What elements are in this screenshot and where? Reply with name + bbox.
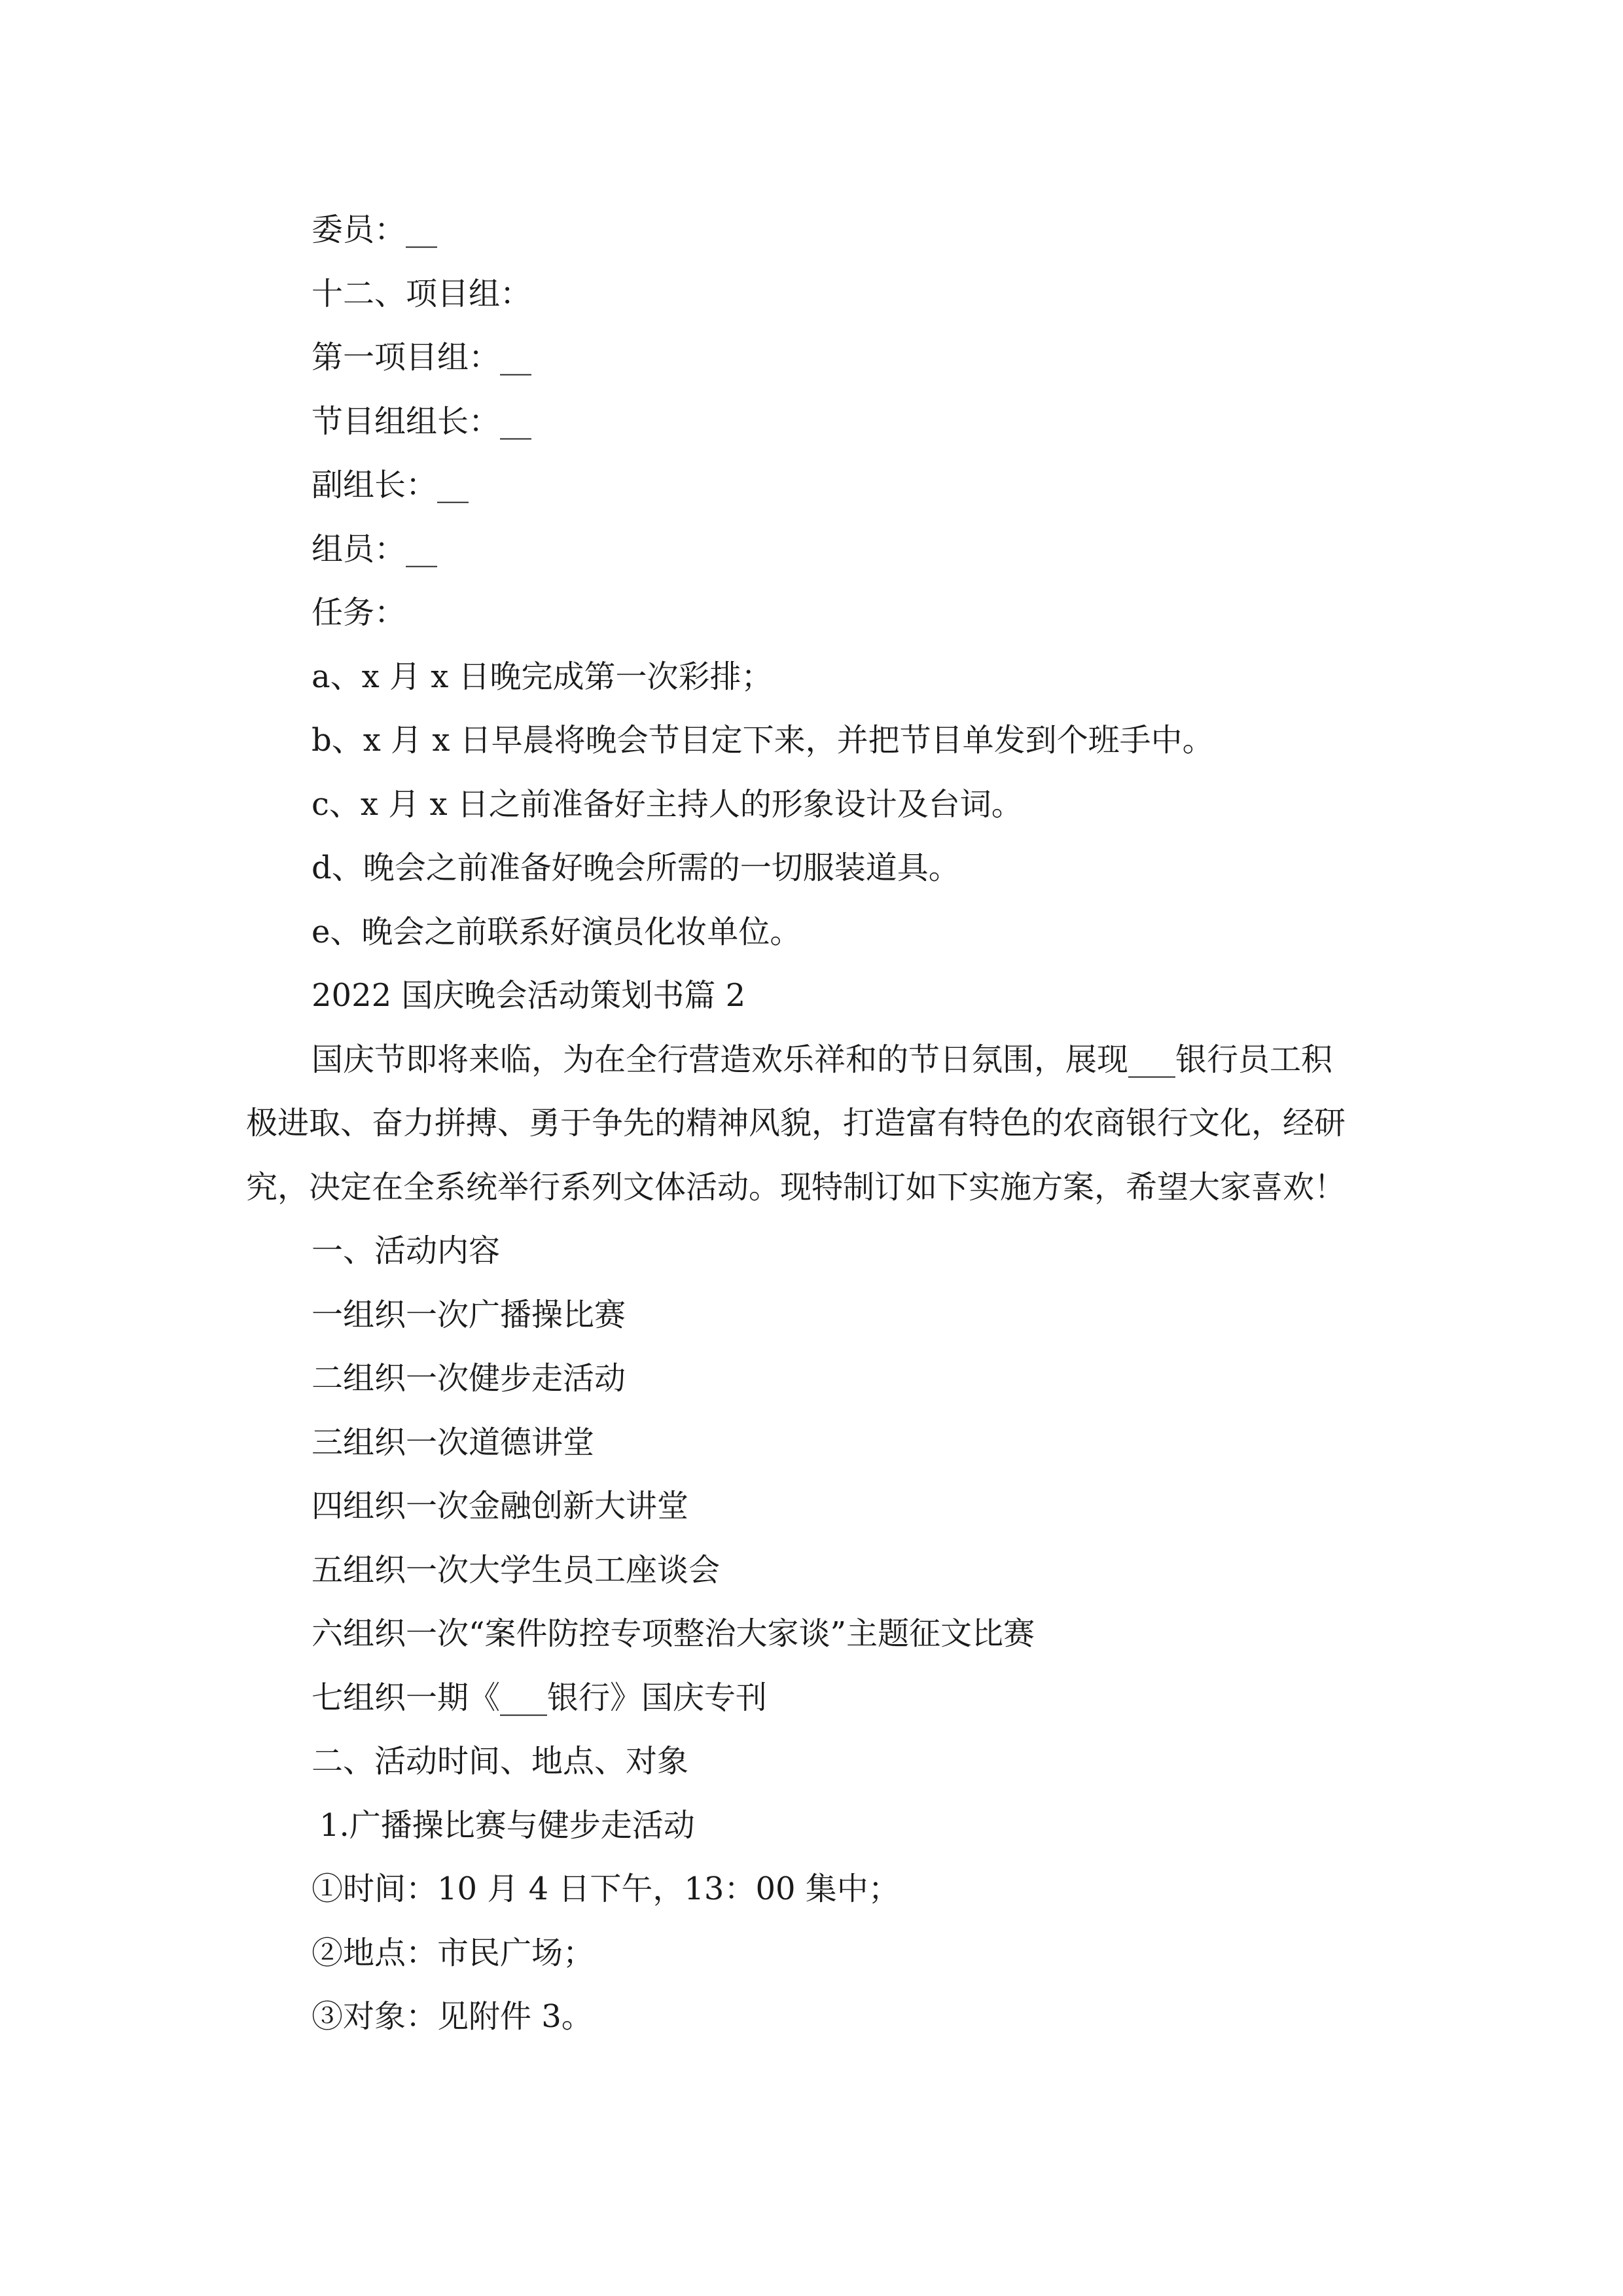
task-item: e、晚会之前联系好演员化妆单位。 bbox=[312, 913, 802, 950]
list-item: 五组织一次大学生员工座谈会 bbox=[312, 1551, 721, 1588]
paragraph-line: 究，决定在全系统举行系列文体活动。现特制订如下实施方案，希望大家喜欢！ bbox=[246, 1168, 1346, 1206]
task-item: b、x 月 x 日早晨将晚会节目定下来，并把节目单发到个班手中。 bbox=[312, 722, 1214, 759]
text-line: 节目组组长：__ bbox=[312, 403, 532, 440]
paragraph-line: 极进取、奋力拼搏、勇于争先的精神风貌，打造富有特色的农商银行文化，经研 bbox=[246, 1105, 1346, 1141]
text-line: 组员：__ bbox=[312, 530, 438, 567]
list-item: 七组织一期《___银行》国庆专刊 bbox=[312, 1679, 768, 1716]
section-heading: 二、活动时间、地点、对象 bbox=[312, 1743, 689, 1780]
list-item: 三组织一次道德讲堂 bbox=[312, 1424, 595, 1461]
list-item: 二组织一次健步走活动 bbox=[312, 1360, 626, 1397]
section-heading: 一、活动内容 bbox=[312, 1232, 501, 1269]
article-title: 2022 国庆晚会活动策划书篇 2 bbox=[312, 977, 746, 1014]
task-item: d、晚会之前准备好晚会所需的一切服装道具。 bbox=[312, 850, 960, 886]
text-line: 第一项目组：__ bbox=[312, 339, 532, 376]
text-line: 委员：__ bbox=[312, 211, 438, 248]
list-item: 四组织一次金融创新大讲堂 bbox=[312, 1488, 689, 1524]
list-item: 六组织一次“案件防控专项整治大家谈”主题征文比赛 bbox=[312, 1615, 1035, 1652]
task-item: c、x 月 x 日之前准备好主持人的形象设计及台词。 bbox=[312, 785, 1023, 823]
detail-line: ①时间：10 月 4 日下午，13：00 集中； bbox=[312, 1871, 900, 1907]
text-line: 副组长：__ bbox=[312, 467, 469, 503]
detail-line: ②地点：市民广场； bbox=[312, 1934, 595, 1971]
item-heading: 1.广播操比赛与健步走活动 bbox=[319, 1806, 695, 1844]
task-heading: 任务： bbox=[312, 594, 406, 631]
paragraph-line: 国庆节即将来临，为在全行营造欢乐祥和的节日氛围，展现___银行员工积 bbox=[312, 1041, 1333, 1078]
detail-line: ③对象：见附件 3。 bbox=[312, 1998, 593, 2035]
document-body bbox=[246, 208, 1378, 2059]
task-item: a、x 月 x 日晚完成第一次彩排； bbox=[312, 658, 773, 695]
list-item: 一组织一次广播操比赛 bbox=[312, 1296, 626, 1333]
section-heading: 十二、项目组： bbox=[312, 275, 532, 312]
